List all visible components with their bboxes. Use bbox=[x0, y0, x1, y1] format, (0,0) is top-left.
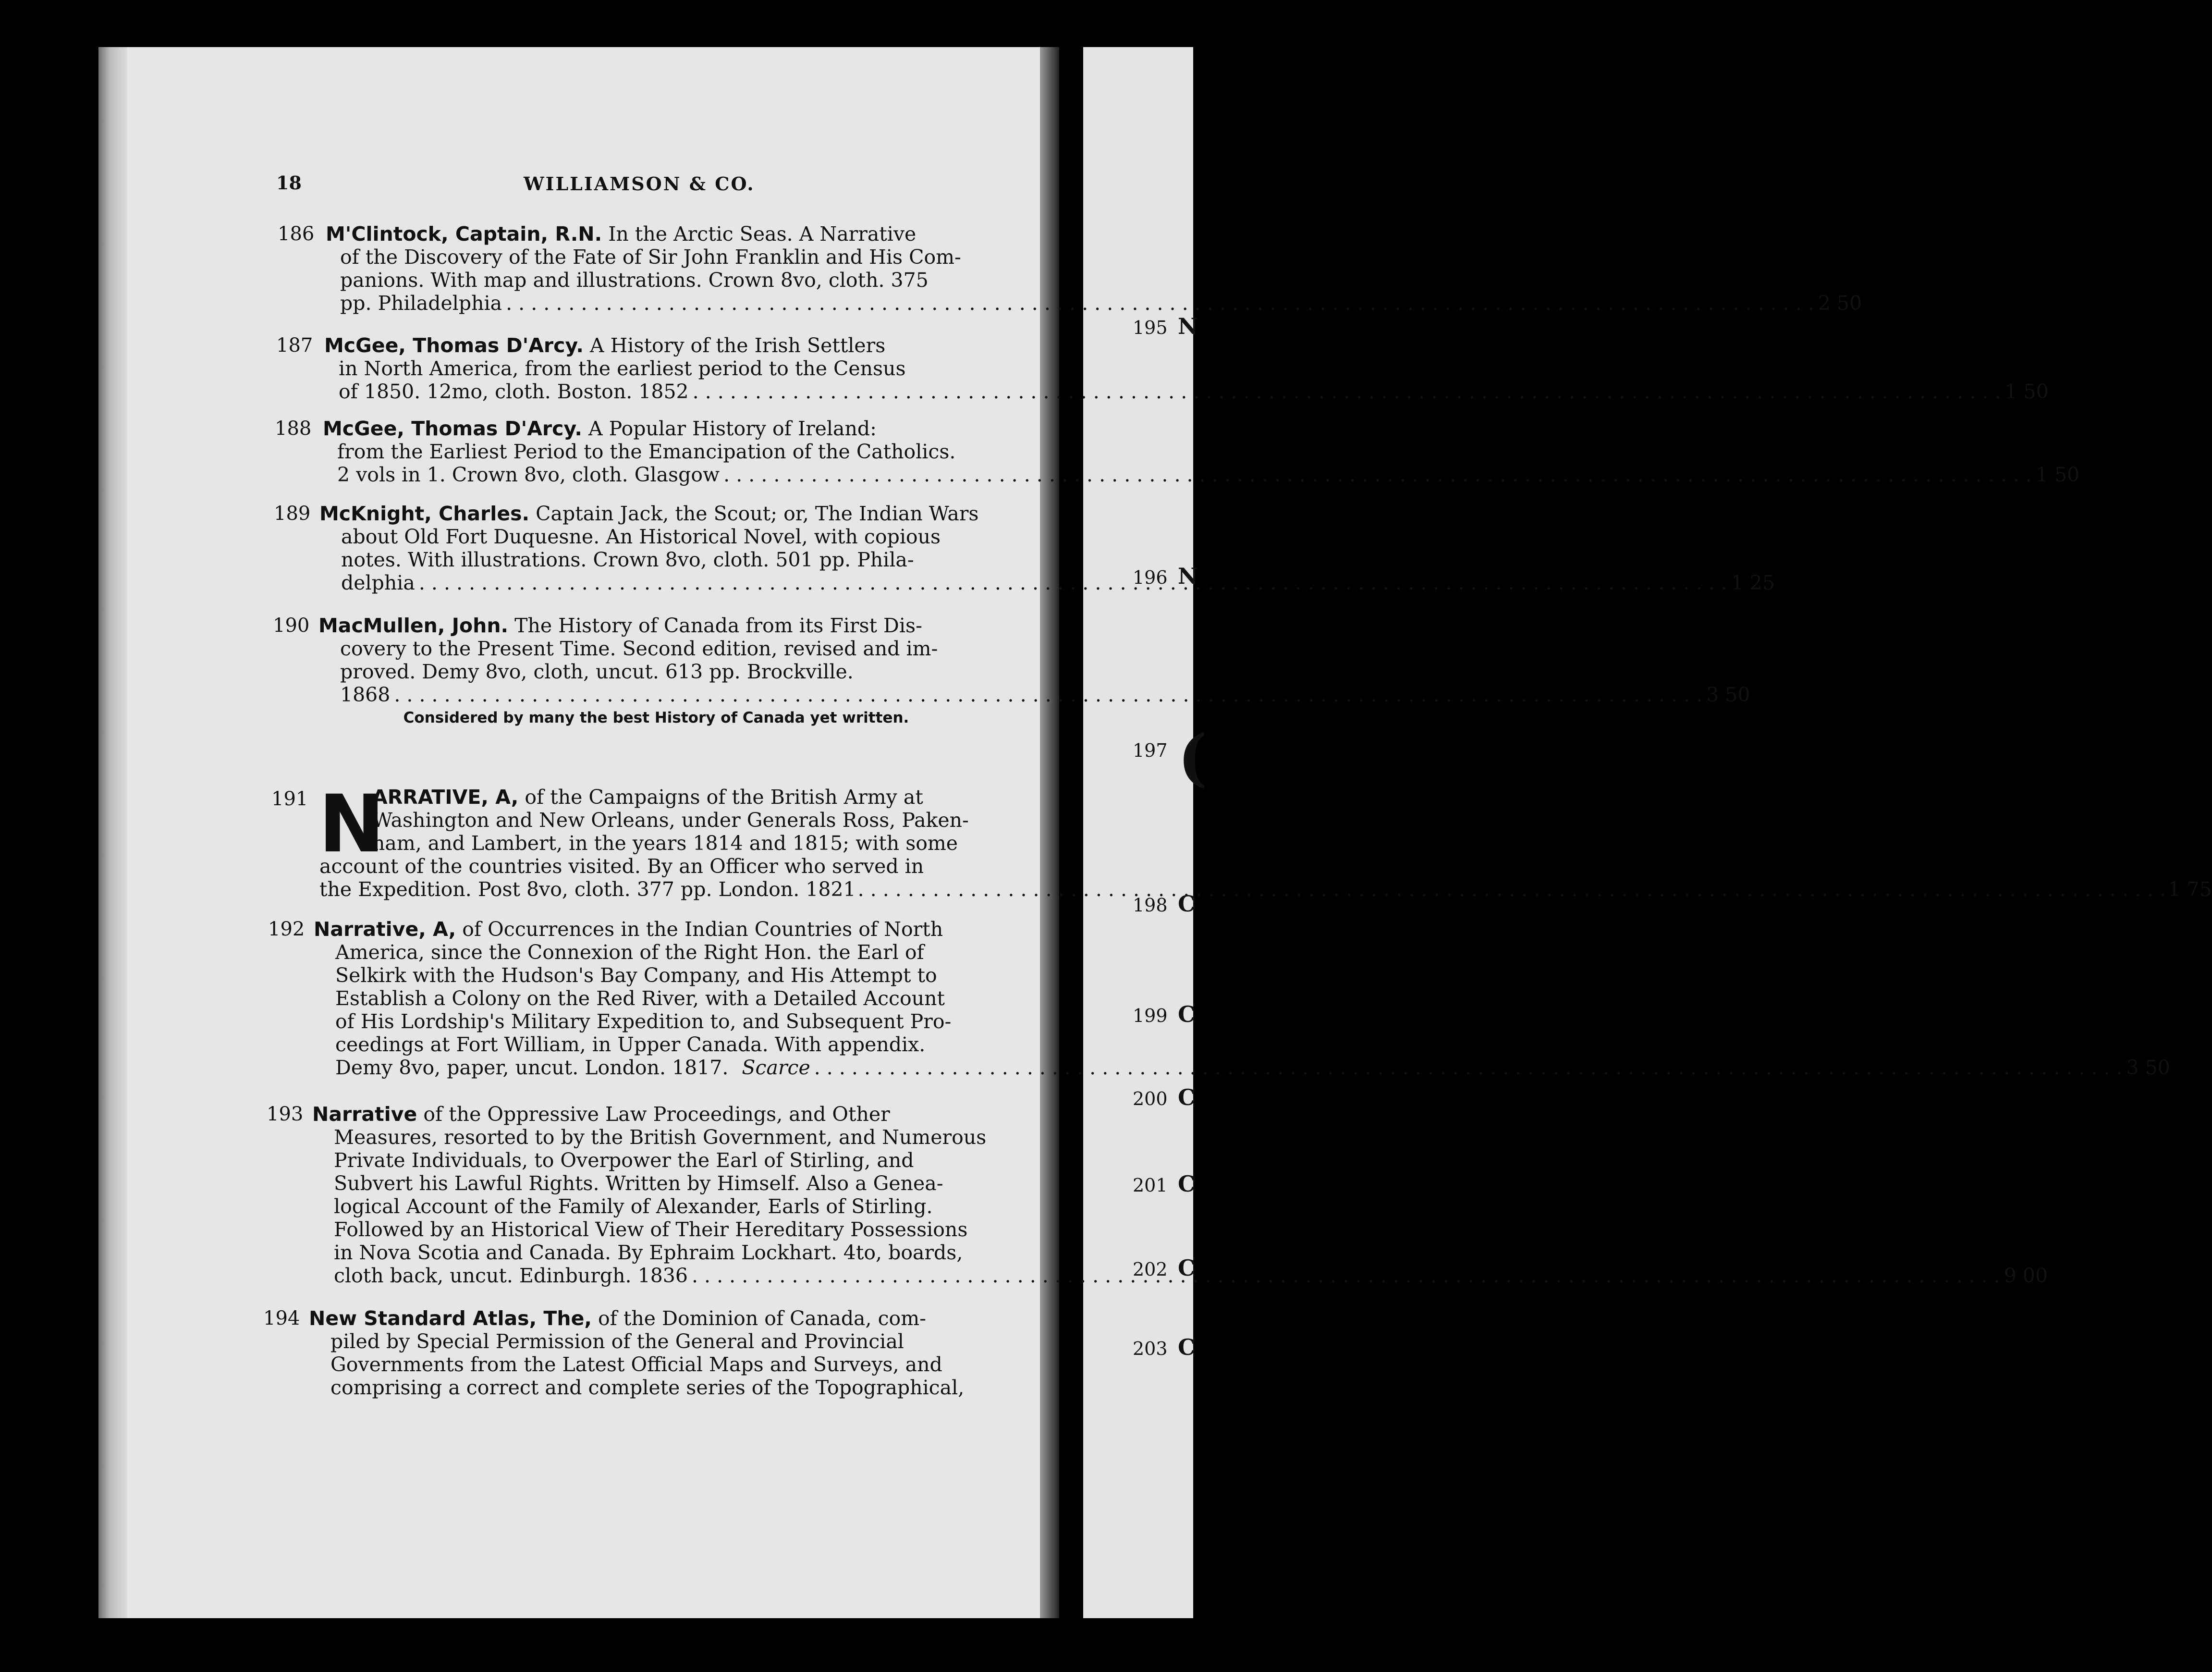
page-number: 18 bbox=[276, 172, 302, 194]
leader-dots bbox=[692, 1264, 2000, 1287]
right-page-entry-initial: C bbox=[1178, 891, 1196, 917]
leader-dots bbox=[394, 683, 1702, 706]
leader-dots bbox=[723, 463, 2032, 486]
entry-author: M'Clintock, Captain, R.N. bbox=[326, 222, 602, 246]
right-page-entry-initial: C bbox=[1178, 1084, 1196, 1110]
right-page-entry-initial: ( bbox=[1178, 721, 1208, 794]
entry-author: Narrative bbox=[312, 1103, 417, 1126]
right-page-entry-number: 203 bbox=[1133, 1338, 1168, 1359]
page-binding-shadow bbox=[98, 47, 127, 1618]
entry-author: Narrative, A, bbox=[314, 918, 456, 941]
entry-number: 186 bbox=[278, 223, 315, 245]
leader-dots bbox=[858, 878, 2166, 901]
scarce-label: Scarce bbox=[742, 1056, 810, 1079]
entry-price: 1 50 bbox=[2004, 380, 2049, 403]
entry-number: 187 bbox=[276, 334, 313, 357]
right-page-entry-number: 201 bbox=[1133, 1175, 1168, 1196]
entry-author: McGee, Thomas D'Arcy. bbox=[323, 417, 582, 440]
right-page-entry-initial: C bbox=[1178, 1171, 1196, 1197]
right-page-entry-number: 195 bbox=[1133, 317, 1168, 338]
entry-author: McGee, Thomas D'Arcy. bbox=[324, 334, 584, 357]
entry-number: 191 bbox=[271, 788, 308, 810]
right-page-entry-initial: N bbox=[1178, 313, 1198, 339]
leader-dots bbox=[419, 571, 1727, 594]
entry-number: 194 bbox=[263, 1307, 300, 1329]
right-page-entry-number: 198 bbox=[1133, 895, 1168, 916]
entry-price: 1 75 bbox=[2168, 878, 2212, 901]
leader-dots bbox=[506, 292, 1814, 315]
entry-price: 1 25 bbox=[1731, 571, 1775, 594]
entry-author: MacMullen, John. bbox=[318, 614, 509, 637]
entry-number: 193 bbox=[267, 1103, 304, 1125]
right-page-entry-number: 199 bbox=[1133, 1005, 1168, 1026]
catalog-entry: 191 N ARRATIVE, A, of the Campaigns of the British Army at Washington and New Orleans, under Generals Ross, Paken- ham, and Lambert, in the years 1814 and 1815; with some account of the countries visited. By an Officer who served in the Expedition. Post 8vo, cloth. 377 pp. London. 1821 . . . 1 75 bbox=[271, 786, 968, 906]
entry-price: 3 50 bbox=[2126, 1056, 2170, 1079]
right-page-entry-initial: C bbox=[1178, 1001, 1196, 1027]
entry-author: New Standard Atlas, The, bbox=[309, 1307, 592, 1330]
drop-cap: N bbox=[318, 778, 385, 870]
entry-note: Considered by many the best History of Canada yet written. bbox=[403, 709, 909, 726]
entry-price: 9 00 bbox=[2004, 1264, 2048, 1287]
entry-number: 189 bbox=[274, 503, 311, 525]
running-header: WILLIAMSON & CO. bbox=[524, 173, 755, 195]
entry-number: 192 bbox=[268, 918, 305, 940]
entry-author: McKnight, Charles. bbox=[319, 502, 530, 525]
right-page bbox=[1083, 47, 1193, 1618]
right-page-entry-number: 197 bbox=[1133, 740, 1168, 761]
leader-dots bbox=[693, 380, 2001, 403]
right-page-entry-number: 196 bbox=[1133, 567, 1168, 588]
right-page-entry-number: 200 bbox=[1133, 1088, 1168, 1109]
book-gutter bbox=[1040, 47, 1059, 1618]
entry-number: 188 bbox=[275, 418, 312, 440]
leader-dots bbox=[814, 1056, 2123, 1079]
entry-price: 1 50 bbox=[2035, 463, 2080, 486]
right-page-entry-initial: C bbox=[1178, 1255, 1196, 1281]
right-page-entry-initial: C bbox=[1178, 1334, 1196, 1360]
entry-price: 2 50 bbox=[1818, 292, 1862, 315]
entry-author: ARRATIVE, A, bbox=[372, 786, 519, 809]
right-page-entry-initial: N bbox=[1178, 563, 1198, 589]
entry-price: 3 50 bbox=[1706, 683, 1750, 706]
entry-number: 190 bbox=[273, 615, 310, 637]
right-page-entry-number: 202 bbox=[1133, 1259, 1168, 1280]
